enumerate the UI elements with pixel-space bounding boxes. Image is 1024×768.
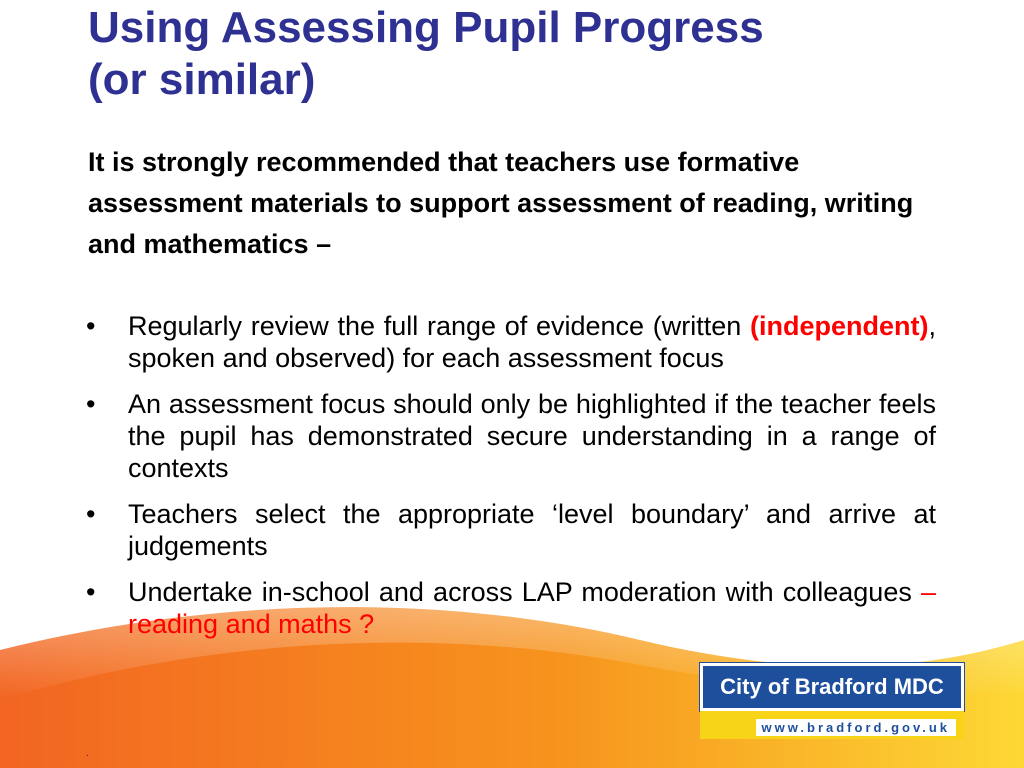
title-line-1: Using Assessing Pupil Progress — [88, 3, 764, 52]
bullet-marker: • — [86, 311, 96, 341]
bradford-logo — [700, 663, 964, 739]
list-item — [84, 310, 936, 374]
title-line-2: (or similar) — [88, 55, 316, 104]
slide-title — [88, 2, 988, 106]
bullet-marker: • — [86, 577, 96, 607]
slide-subtitle: It is strongly recommended that teachers use formative assessment materials to support assessment of reading, writing and mathematics – — [88, 147, 914, 259]
bullet-list — [84, 310, 936, 654]
list-item — [84, 576, 936, 640]
bullet-text: Undertake in-school and across LAP moderation with colleagues — [128, 577, 921, 607]
bullet-text: An assessment focus should only be highlighted if the teacher feels the pupil has demonstrated secure understanding in a range of contexts — [128, 389, 936, 483]
footer-mark: . — [86, 748, 89, 759]
bullet-highlight: (independent) — [750, 311, 929, 341]
logo-url: www.bradford.gov.uk — [756, 719, 956, 736]
bullet-text: Teachers select the appropriate ‘level boundary’ and arrive at judgements — [128, 499, 936, 561]
bullet-marker: • — [86, 389, 96, 419]
list-item — [84, 388, 936, 484]
logo-name: City of Bradford MDC — [700, 663, 964, 711]
list-item — [84, 498, 936, 562]
bullet-highlight: – reading and maths ? — [128, 577, 936, 639]
bullet-marker: • — [86, 499, 96, 529]
bullet-text: , spoken and observed) for each assessment focus — [128, 311, 936, 373]
bullet-text: Regularly review the full range of evidence (written — [128, 311, 750, 341]
logo-url-bar — [700, 716, 964, 739]
